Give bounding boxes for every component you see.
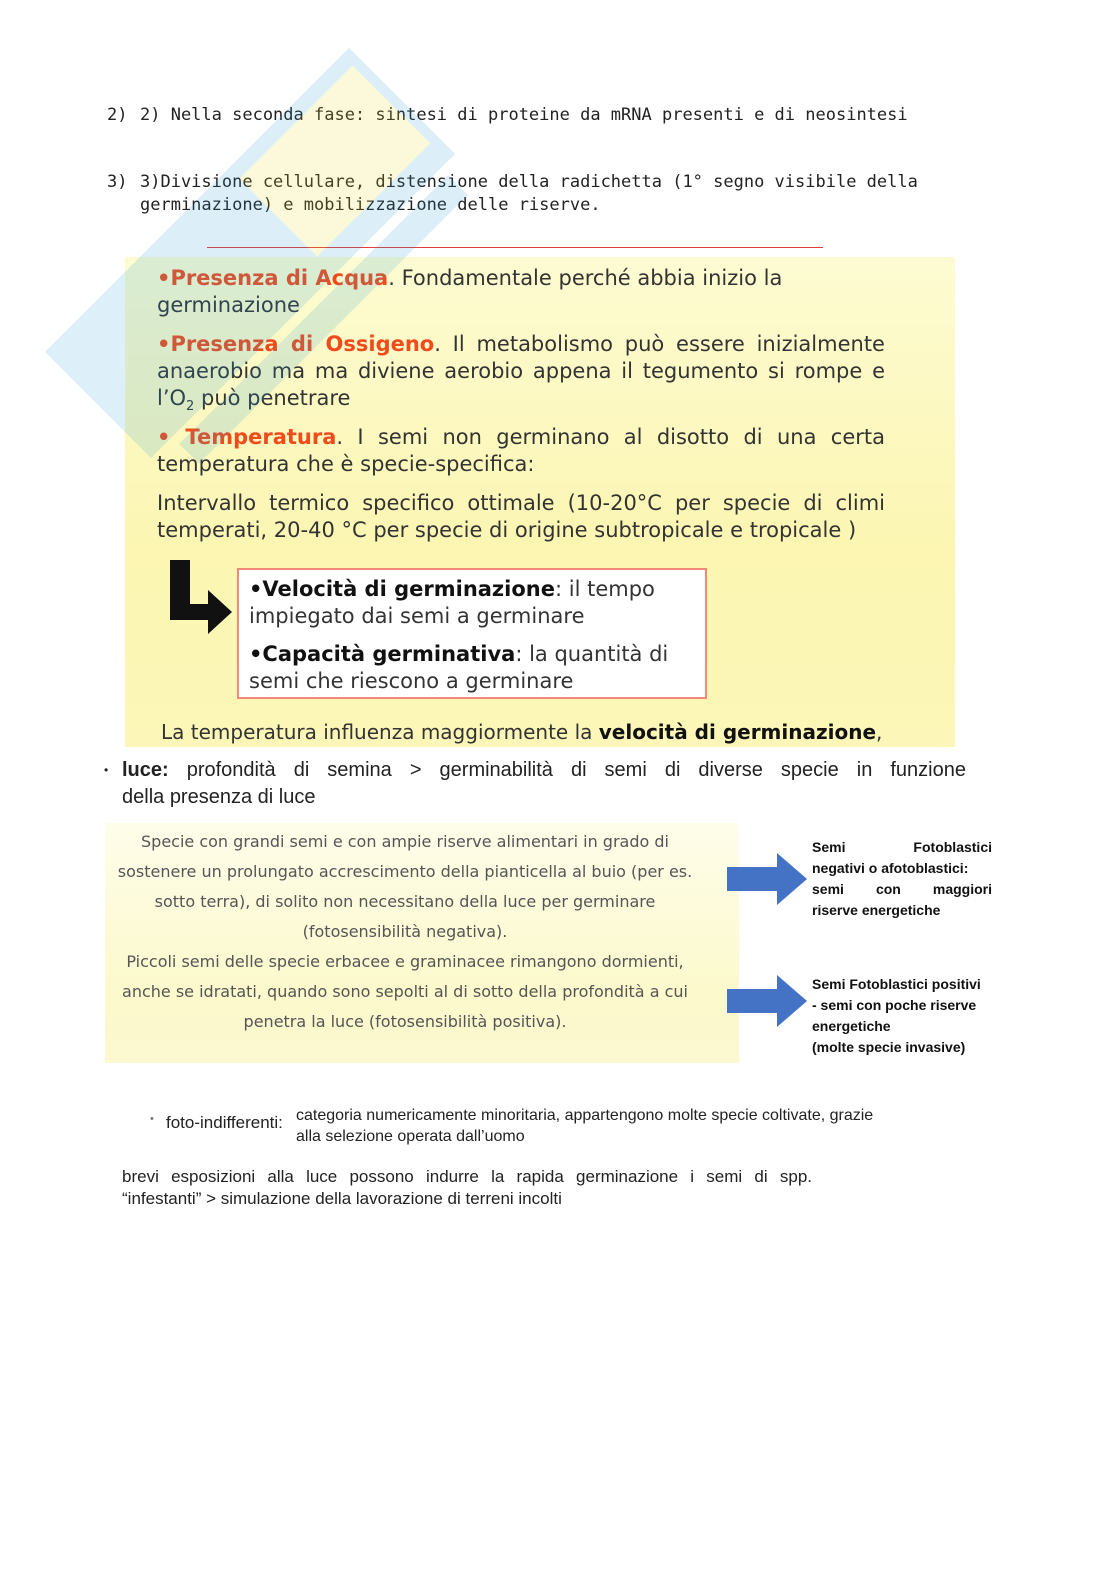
list-text: 3)Divisione cellulare, distensione della radichetta (1° segno visibile della germinazione) e mobilizzazione delle riserve. [140,172,918,215]
foto-indifferenti-text: categoria numericamente minoritaria, appartengono molte specie coltivate, grazie alla selezione operata dall’uomo [296,1107,874,1145]
list-number: 3) [107,172,128,192]
keyword-temperatura: Temperatura [185,425,337,449]
brevi-paragraph: brevi esposizioni alla luce possono indurre la rapida germinazione i semi di spp. “infestanti” > simulazione della lavorazione di terreni incolti [122,1167,812,1208]
slide-footer: La temperatura influenza maggiormente la velocità di germinazione, [161,720,883,744]
keyword-acqua: Presenza di Acqua [170,266,389,290]
arrow-right-icon [727,975,807,1027]
list-number: 2) [107,105,128,125]
bullet-mark: • [150,1113,154,1125]
bullet-temperatura: • Temperatura. I semi non germinano al disotto di una certa temperatura che è specie-specifica: [157,425,886,476]
label-fotoblastici-negativi: Semi Fotoblastici negativi o afotoblastici: semi con maggiori riserve energetiche [812,839,992,918]
slide2-line: sotto terra), di solito non necessitano della luce per germinare [154,892,656,911]
slide2-line: Specie con grandi semi e con ampie riserve alimentari in grado di [141,832,669,851]
slide2-line: penetra la luce (fotosensibilità positiva). [243,1012,567,1031]
l-arrow-icon [168,560,234,634]
arrow-right-icon [727,853,807,905]
slide2-line: (fotosensibilità negativa). [302,922,508,941]
bullet-mark: • [104,763,109,777]
germination-metrics-box [237,568,707,699]
bullet-ossigeno: •Presenza di Ossigeno. Il metabolismo può essere inizialmente anaerobio ma ma diviene aerobio appena il tegumento si rompe e $l’O_2$ può penetrare [157,332,885,415]
intervallo-text: Intervallo termico specifico ottimale (10-20°C per specie di climi temperati, 20-40 °C per specie di origine subtropicale e tropicale ) [157,491,885,542]
slide2-line: anche se idratati, quando sono sepolti al di sotto della profondità a cui [122,982,688,1001]
label-fotoblastici-positivi: Semi Fotoblastici positivi - semi con poche riserve energetiche (molte specie invasive) [812,976,981,1055]
bullet-acqua: •Presenza di Acqua. Fondamentale perché abbia inizio la germinazione [157,266,783,317]
capacita-item: •Capacità germinativa: la quantità di semi che riescono a germinare [249,642,669,693]
foto-indifferenti-label: foto-indifferenti: [166,1113,283,1132]
velocita-item: •Velocità di germinazione: il tempo impiegato dai semi a germinare [249,577,655,628]
slide2-line: sostenere un prolungato accrescimento della pianticella al buio (per es. [117,862,693,881]
divider-line [207,247,823,248]
keyword-ossigeno: Presenza di Ossigeno [170,332,435,356]
slide2-line: Piccoli semi delle specie erbacee e graminacee rimangono dormienti, [126,952,684,971]
list-text: 2) Nella seconda fase: sintesi di proteine da mRNA presenti e di neosintesi [140,105,908,125]
slide-photosensitivity [105,823,739,1063]
